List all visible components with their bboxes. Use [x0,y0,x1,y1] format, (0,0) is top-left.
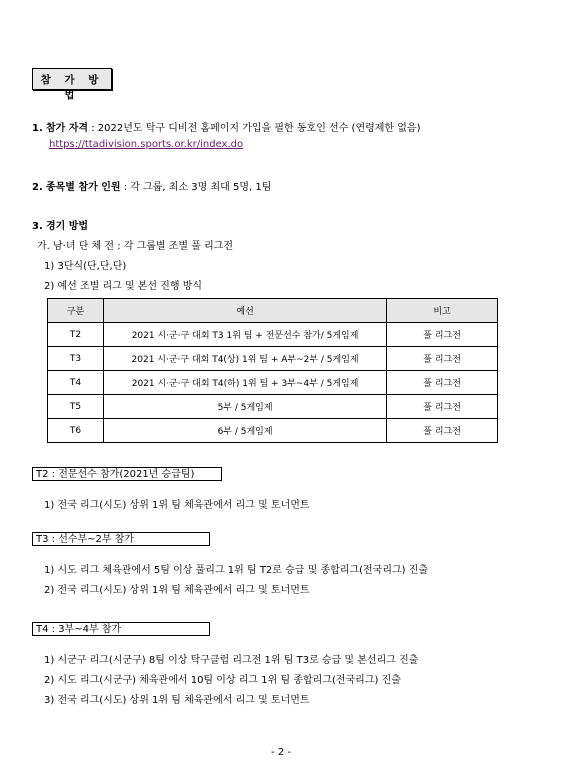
header-note: 비고 [387,299,498,323]
cell-preliminary: 2021 시·군·구 대회 T4(하) 1위 팀 + 3부~4부 / 5게임제 [103,371,386,395]
table-header-row [48,299,498,323]
table-row [48,347,498,371]
page-number: - 2 - [271,747,291,758]
format-item-2: 2) 예선 조별 리그 및 본선 진행 방식 [44,281,203,292]
table-row [48,323,498,347]
header-preliminary: 예선 [103,299,386,323]
participants-line [32,178,271,193]
eligibility-label: 참가 자격 [45,123,89,134]
team-event-line: 가. 남·녀 단 체 전 : 각 그룹별 조별 풀 리그전 [37,241,234,252]
match-method-label: 경기 방법 [45,221,89,232]
format-item-1: 1) 3단식(단,단,단) [44,261,127,272]
cell-note: 풀 리그전 [387,323,498,347]
cell-note: 풀 리그전 [387,347,498,371]
eligibility-text: : 2022년도 탁구 디비전 홈페이지 가입을 필한 동호인 선수 (연령제한 없음) [88,123,421,134]
division-homepage-link[interactable]: https://ttadivision.sports.or.kr/index.do [49,139,244,150]
participants-text: : 각 그룹, 최소 3명 최대 5명, 1팀 [120,182,272,193]
cell-division: T5 [48,395,104,419]
group-t3-item-2: 2) 전국 리그(시도) 상위 1위 팀 체육관에서 리그 및 토너먼트 [44,585,310,596]
participants-label: 종목별 참가 인원 [45,182,121,193]
section-title: 참 가 방 법 [40,74,104,101]
cell-preliminary: 2021 시·군·구 대회 T4(상) 1위 팀 + A부~2부 / 5게임제 [103,347,386,371]
eligibility-line [32,119,421,134]
cell-division: T4 [48,371,104,395]
cell-division: T2 [48,323,104,347]
match-method-num: 3. [32,221,43,232]
match-method-heading [32,217,88,232]
division-table [47,298,498,443]
group-t2-item-1: 1) 전국 리그(시도) 상위 1위 팀 체육관에서 리그 및 토너먼트 [44,500,310,511]
cell-preliminary: 6부 / 5게임제 [103,419,386,443]
group-t3-item-1: 1) 시도 리그 체육관에서 5팀 이상 풀리그 1위 팀 T2로 승급 및 종합리그(전국리그) 진출 [44,565,429,576]
group-label-t4: T4 : 3부~4부 참가 [32,622,210,636]
cell-preliminary: 5부 / 5게임제 [103,395,386,419]
cell-note: 풀 리그전 [387,419,498,443]
table-row [48,419,498,443]
group-label-t2: T2 : 전문선수 참가(2021년 승급팀) [32,467,222,481]
participants-num: 2. [32,182,43,193]
section-title-box [32,68,112,101]
table-row [48,395,498,419]
group-t4-item-2: 2) 시도 리그(시군구) 체육관에서 10팀 이상 리그 1위 팀 종합리그(전국리그) 진출 [44,675,401,686]
cell-preliminary: 2021 시·군·구 대회 T3 1위 팀 + 전문선수 참가/ 5게임제 [103,323,386,347]
header-division: 구분 [48,299,104,323]
group-label-t3: T3 : 선수부~2부 참가 [32,532,210,546]
group-t4-item-1: 1) 시군구 리그(시군구) 8팀 이상 탁구클럽 리그전 1위 팀 T3로 승급 및 본선리그 진출 [44,655,419,666]
cell-note: 풀 리그전 [387,371,498,395]
cell-note: 풀 리그전 [387,395,498,419]
cell-division: T6 [48,419,104,443]
eligibility-num: 1. [32,123,43,134]
table-row [48,371,498,395]
group-t4-item-3: 3) 전국 리그(시도) 상위 1위 팀 체육관에서 리그 및 토너먼트 [44,695,310,706]
cell-division: T3 [48,347,104,371]
